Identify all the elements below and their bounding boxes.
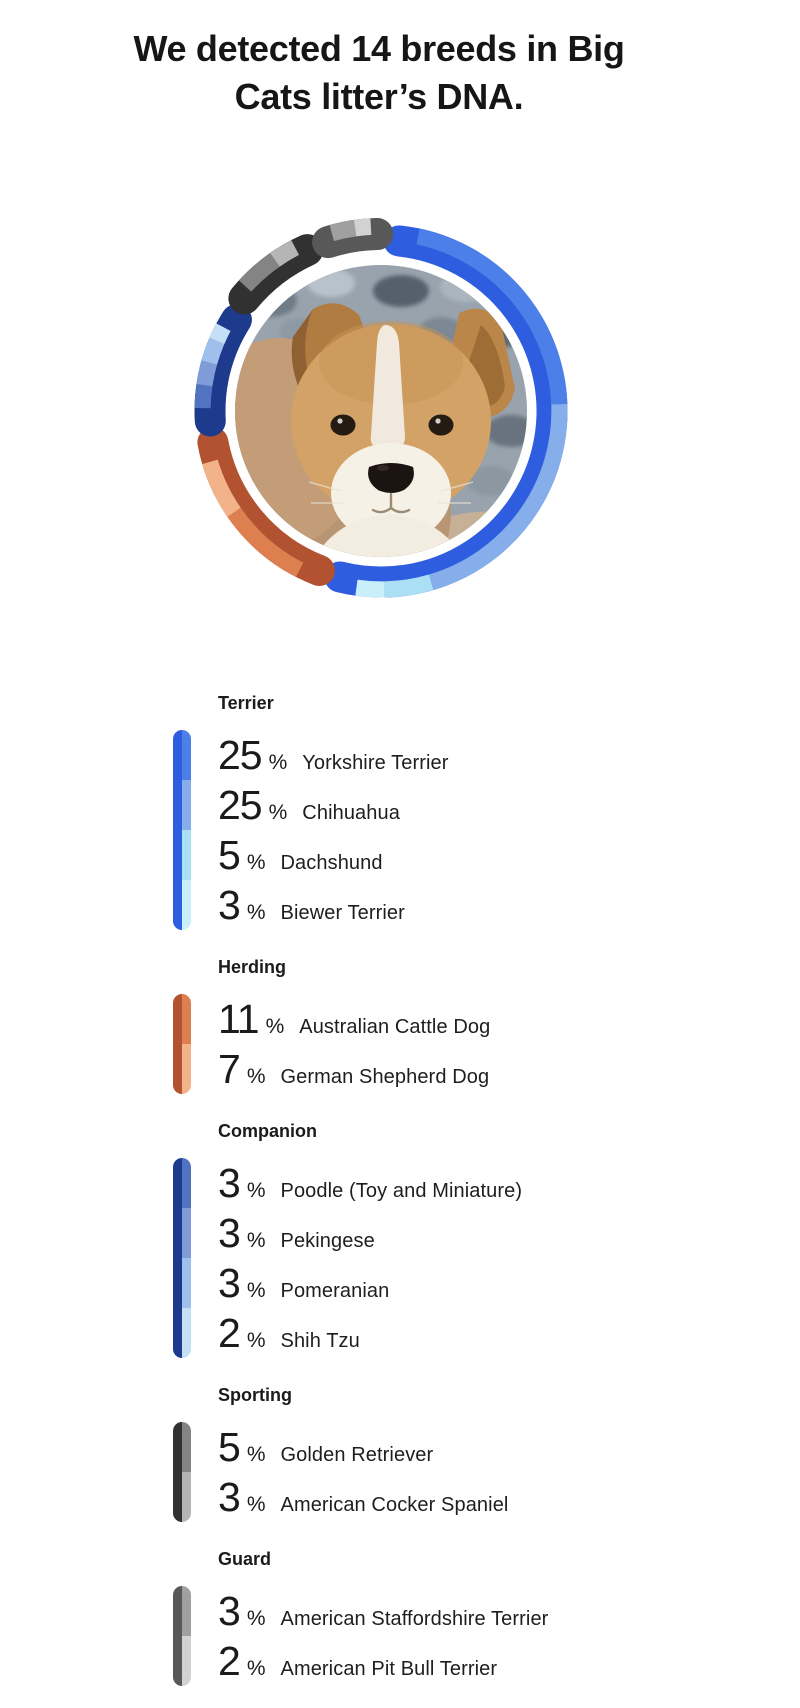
percent-sign: % [246,901,266,924]
breed-row [218,994,490,1044]
bar-segment [182,1308,191,1358]
group-color-bar [173,1586,191,1686]
breed-percent: 3 [218,1160,240,1206]
percent-sign: % [246,1657,266,1680]
percent-sign: % [246,1607,266,1630]
breed-rows [218,1586,548,1686]
breed-name: Poodle (Toy and Miniature) [280,1180,523,1202]
ring-segment [204,363,209,385]
breed-group-label: Sporting [218,1385,292,1405]
bar-segment [182,880,191,930]
group-color-bar [173,730,191,930]
breed-percent: 7 [218,1046,240,1092]
breed-name: German Shepherd Dog [280,1066,490,1088]
percent-sign: % [268,751,288,774]
bar-segment [182,1636,191,1686]
bar-segment [182,1158,191,1208]
bar-segment [182,1044,191,1094]
ring-segment [217,327,224,341]
breed-rows [218,994,490,1094]
breed-group-guard [173,1548,773,1686]
bar-breed-stripe [182,1422,191,1522]
breed-percent: 5 [218,1424,240,1470]
group-color-bar [173,1422,191,1522]
percent-sign: % [268,801,288,824]
breed-group-label: Herding [218,957,287,977]
breed-name: Chihuahua [302,802,400,824]
breed-row [218,1208,522,1258]
breed-rows [218,730,449,930]
breed-legend [173,692,773,1708]
percent-sign: % [246,1329,266,1352]
percent-sign: % [246,1493,266,1516]
breed-row [218,1422,508,1472]
breed-row [218,1044,490,1094]
breed-row [218,780,449,830]
breed-row [218,1586,548,1636]
percent-sign: % [246,1065,266,1088]
breed-percent: 3 [218,1474,240,1520]
breed-row [218,1636,548,1686]
bar-breed-stripe [182,730,191,930]
group-color-bar [173,1158,191,1358]
page-title [0,25,758,121]
percent-sign: % [246,1443,266,1466]
bar-breed-stripe [182,994,191,1094]
bar-segment [182,830,191,880]
breed-name: Yorkshire Terrier [302,752,449,774]
bar-segment [182,1422,191,1472]
bar-base-stripe [173,730,182,930]
breed-row [218,880,449,930]
breed-name: Dachshund [280,852,383,874]
breed-rows [218,1422,508,1522]
ring-segment [209,341,217,363]
bar-breed-stripe [182,1586,191,1686]
bar-segment [182,1472,191,1522]
breed-group-sporting [173,1384,773,1522]
breed-name: American Cocker Spaniel [280,1494,509,1516]
breed-percent: 25 [218,732,262,778]
breed-group-companion [173,1120,773,1358]
bar-segment [182,1586,191,1636]
breed-percent: 3 [218,1588,240,1634]
breed-percent: 3 [218,1260,240,1306]
breed-row [218,1308,522,1358]
ring-segment [355,227,371,229]
breed-percent: 2 [218,1638,240,1684]
breed-name: Pekingese [280,1230,375,1252]
percent-sign: % [246,1229,266,1252]
breed-name: Shih Tzu [280,1330,360,1352]
breed-name: American Staffordshire Terrier [280,1608,549,1630]
breed-percent: 2 [218,1310,240,1356]
breed-percent: 3 [218,882,240,928]
ring-segment [203,385,205,408]
breed-donut-svg [161,191,601,631]
breed-row [218,1472,508,1522]
bar-base-stripe [173,994,182,1094]
bar-segment [182,780,191,830]
breed-name: Biewer Terrier [280,902,405,924]
breed-percent: 3 [218,1210,240,1256]
breed-group-herding [173,956,773,1094]
breed-percent: 5 [218,832,240,878]
bar-base-stripe [173,1422,182,1522]
bar-segment [182,1258,191,1308]
breed-row [218,1258,522,1308]
breed-row [218,730,449,780]
ring-segment [275,248,295,260]
breed-rows [218,1158,522,1358]
breed-name: Golden Retriever [280,1444,434,1466]
page-title-text: We detected 14 breeds in Big Cats litter’s DNA. [133,28,625,117]
breed-percent: 25 [218,782,262,828]
breed-group-label: Guard [218,1549,272,1569]
percent-sign: % [246,1179,266,1202]
bar-base-stripe [173,1586,182,1686]
bar-breed-stripe [182,1158,191,1358]
breed-name: Australian Cattle Dog [299,1016,491,1038]
ring-segment [332,228,355,233]
breed-group-label: Companion [218,1121,317,1141]
group-color-bar [173,994,191,1094]
breed-group-label: Terrier [218,693,274,713]
breed-group-terrier [173,692,773,930]
percent-sign: % [246,851,266,874]
breed-donut-chart [161,191,601,631]
ring-segment [385,582,432,589]
ring-segment [356,588,384,590]
bar-base-stripe [173,1158,182,1358]
bar-segment [182,1208,191,1258]
breed-percent: 11 [218,996,259,1042]
breed-row [218,1158,522,1208]
percent-sign: % [265,1015,285,1038]
bar-segment [182,994,191,1044]
bar-segment [182,730,191,780]
percent-sign: % [246,1279,266,1302]
breed-name: Pomeranian [280,1280,390,1302]
breed-row [218,830,449,880]
breed-name: American Pit Bull Terrier [280,1658,498,1680]
